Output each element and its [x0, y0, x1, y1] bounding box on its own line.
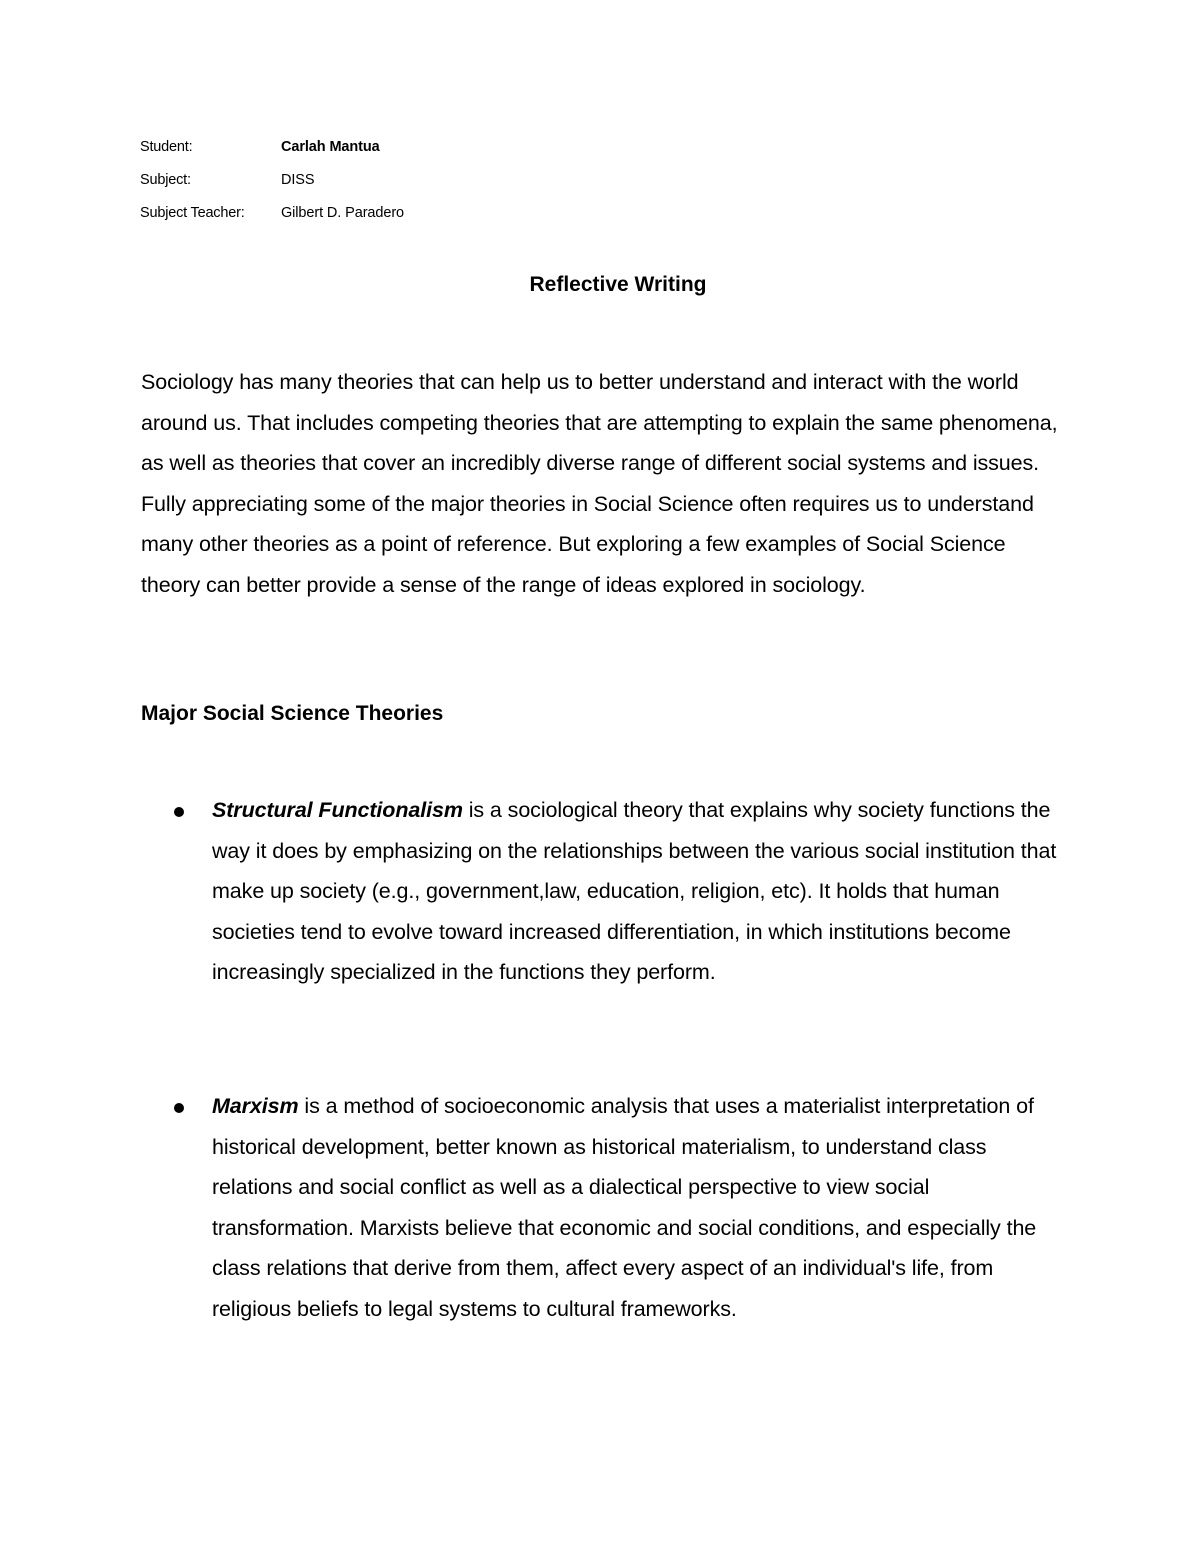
theory-text [212, 1086, 1071, 1330]
bullet-icon [174, 1103, 184, 1113]
section-heading: Major Social Science Theories [141, 702, 444, 725]
list-item [141, 790, 1071, 993]
theory-term: Marxism [212, 1094, 299, 1118]
theory-term: Structural Functionalism [212, 798, 463, 822]
student-info [140, 139, 404, 238]
teacher-label: Subject Teacher: [140, 205, 245, 221]
intro-paragraph: Sociology has many theories that can help us to better understand and interact with the world around us. That includes competing theories that are attempting to explain the same phenomena, as well as theories that cover an incredibly diverse range of different social systems and issues. Fully appreciating some of the major theories in Social Science often requires us to understand many other theories as a point of reference. But exploring a few examples of Social Science theory can better provide a sense of the range of ideas explored in sociology. [141, 370, 1058, 597]
document-title: Reflective Writing [529, 273, 707, 296]
theory-text [212, 790, 1071, 993]
theory-description: is a method of socioeconomic analysis that uses a materialist interpretation of historical development, better known as historical materialism, to understand class relations and social conflict as well as a dialectical perspective to view social transformation. Marxists believe that economic and social conditions, and especially the class relations that derive from them, affect every aspect of an individual's life, from religious beliefs to legal systems to cultural frameworks. [212, 1094, 1037, 1321]
bullet-icon [174, 807, 184, 817]
teacher-row [140, 205, 404, 238]
subject-label: Subject: [140, 172, 191, 188]
subject-value: DISS [281, 172, 315, 188]
student-row [140, 139, 404, 172]
list-item [141, 1086, 1071, 1330]
subject-row [140, 172, 404, 205]
theory-description: is a sociological theory that explains why society functions the way it does by emphasizing on the relationships between the various social institution that make up society (e.g., government,law, education, religion, etc). It holds that human societies tend to evolve toward increased differentiation, in which institutions become increasingly specialized in the functions they perform. [212, 798, 1057, 985]
student-name: Carlah Mantua [281, 139, 380, 155]
student-label: Student: [140, 139, 193, 155]
teacher-name: Gilbert D. Paradero [281, 205, 405, 221]
